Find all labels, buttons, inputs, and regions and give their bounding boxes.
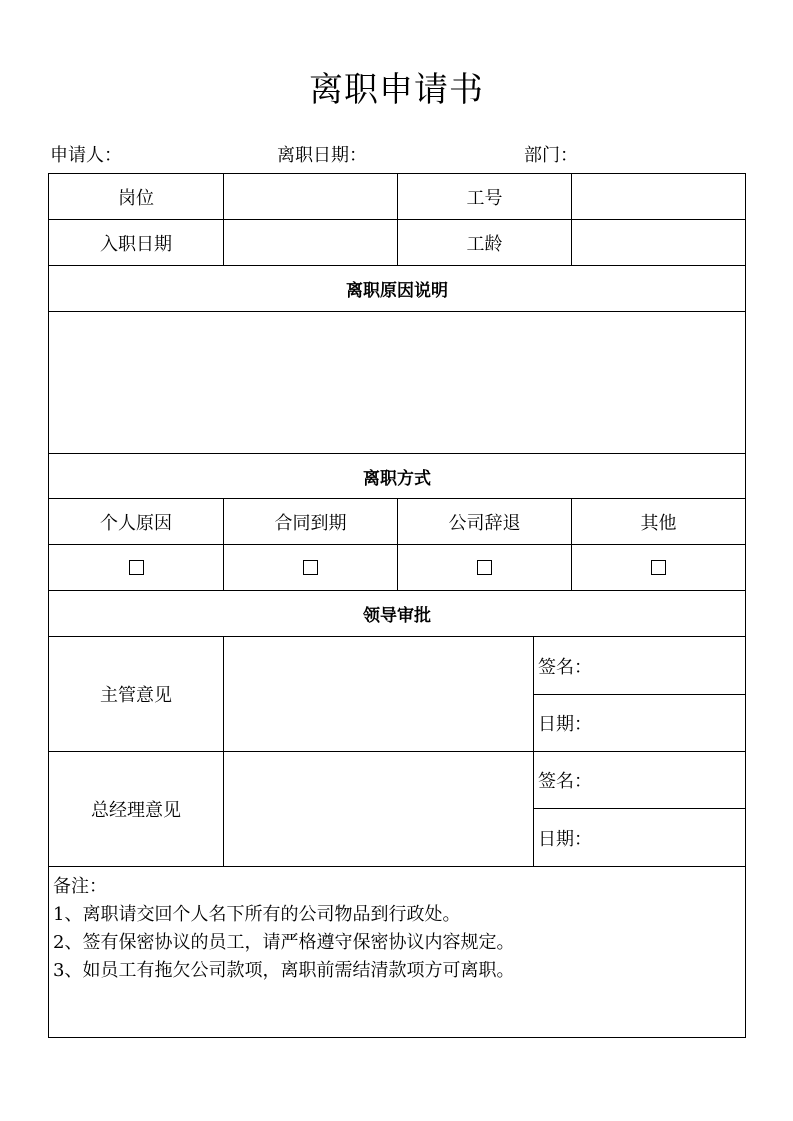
applicant-label: 申请人： <box>50 145 122 166</box>
gm-date-label[interactable]: 日期： <box>538 828 592 850</box>
department-label: 部门： <box>524 145 578 166</box>
supervisor-signature-label[interactable]: 签名： <box>538 656 592 678</box>
method-option-dismissal: 公司辞退 <box>448 512 521 534</box>
contract-expiry-checkbox[interactable] <box>303 560 318 575</box>
approval-heading: 领导审批 <box>363 606 431 626</box>
reason-text-area[interactable] <box>49 312 745 453</box>
method-heading: 离职方式 <box>363 468 431 489</box>
leave-date-label: 离职日期： <box>277 145 367 166</box>
employee-id-label: 工号 <box>466 187 503 209</box>
gm-signature-label[interactable]: 签名： <box>538 771 592 792</box>
seniority-label: 工龄 <box>466 233 503 255</box>
method-option-personal: 个人原因 <box>100 512 172 534</box>
supervisor-date-label[interactable]: 日期： <box>538 714 592 735</box>
seniority-field[interactable] <box>572 220 745 265</box>
notes-heading: 备注： <box>53 876 107 897</box>
note-item-3: 3、如员工有拖欠公司款项，离职前需结清款项方可离职。 <box>53 960 515 981</box>
supervisor-opinion-field[interactable] <box>224 637 533 751</box>
reason-heading: 离职原因说明 <box>346 281 448 301</box>
hire-date-label: 入职日期 <box>100 233 172 255</box>
page-title: 离职申请书 <box>309 70 484 110</box>
gm-opinion-field[interactable] <box>224 752 533 866</box>
notes-section <box>53 873 733 985</box>
gm-opinion-label: 总经理意见 <box>91 800 181 821</box>
method-option-contract-expiry: 合同到期 <box>274 512 347 534</box>
supervisor-opinion-label: 主管意见 <box>100 685 172 706</box>
note-item-1: 1、离职请交回个人名下所有的公司物品到行政处。 <box>53 904 461 925</box>
note-item-2: 2、签有保密协议的员工，请严格遵守保密协议内容规定。 <box>53 932 515 953</box>
position-label: 岗位 <box>118 187 154 209</box>
employee-id-field[interactable] <box>572 174 745 219</box>
dismissal-checkbox[interactable] <box>477 560 492 575</box>
hire-date-field[interactable] <box>224 220 397 265</box>
other-checkbox[interactable] <box>651 560 666 575</box>
personal-reason-checkbox[interactable] <box>129 560 144 575</box>
position-field[interactable] <box>224 174 397 219</box>
method-option-other: 其他 <box>640 512 677 534</box>
